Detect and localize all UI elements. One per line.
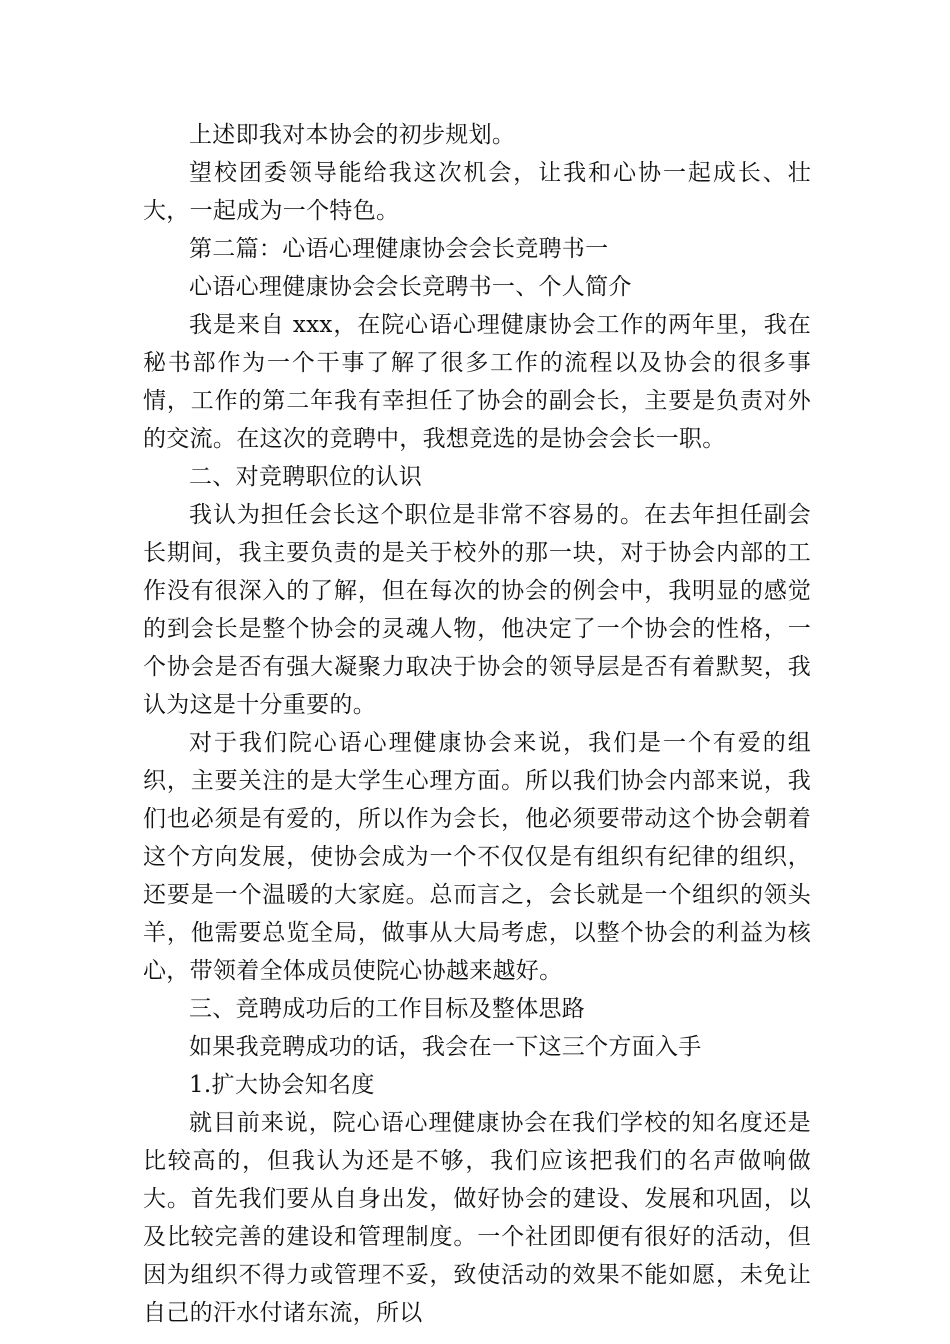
document-body [143,116,811,1332]
paragraph-personal-intro: 我是来自 xxx，在院心语心理健康协会工作的两年里，我在秘书部作为一个干事了解了很多工作的流程以及协会的很多事情，工作的第二年我有幸担任了协会的副会长，主要是负责对外的交流。在这次的竞聘中，我想竞选的是协会会长一职。 [143,312,811,452]
paragraph-three-aspects: 如果我竞聘成功的话，我会在一下这三个方面入手 [189,1034,702,1060]
section-title-part-two: 第二篇：心语心理健康协会会长竞聘书一 [189,236,609,262]
section-heading-position-understanding: 二、对竞聘职位的认识 [189,464,422,490]
paragraph-expand-awareness: 就目前来说，院心语心理健康协会在我们学校的知名度还是比较高的，但我认为还是不够，我们应该把我们的名声做响做大。首先我们要从自身出发，做好协会的建设、发展和巩固，以及比较完善的建设和管理制度。一个社团即便有很好的活动，但因为组织不得力或管理不妥，致使活动的效果不能如愿，未免让自己的汗水付诸东流，所以 [143,1110,811,1326]
section-heading-personal-intro: 心语心理健康协会会长竞聘书一、个人简介 [189,274,632,300]
paragraph-position-understanding: 我认为担任会长这个职位是非常不容易的。在去年担任副会长期间，我主要负责的是关于校外的那一块，对于协会内部的工作没有很深入的了解，但在每次的协会的例会中，我明显的感觉的到会长是整个协会的灵魂人物，他决定了一个协会的性格，一个协会是否有强大凝聚力取决于协会的领导层是否有着默契，我认为这是十分重要的。 [143,502,811,718]
paragraph-request-opportunity: 望校团委领导能给我这次机会，让我和心协一起成长、壮大，一起成为一个特色。 [143,160,811,224]
subheading-expand-awareness: 1.扩大协会知名度 [189,1072,375,1098]
paragraph-association-values: 对于我们院心语心理健康协会来说，我们是一个有爱的组织，主要关注的是大学生心理方面。所以我们协会内部来说，我们也必须是有爱的，所以作为会长，他必须要带动这个协会朝着这个方向发展，使协会成为一个不仅仅是有组织有纪律的组织，还要是一个温暖的大家庭。总而言之，会长就是一个组织的领头羊，他需要总览全局，做事从大局考虑，以整个协会的利益为核心，带领着全体成员使院心协越来越好。 [143,730,811,984]
section-heading-work-goals: 三、竞聘成功后的工作目标及整体思路 [189,996,586,1022]
paragraph-plan-summary: 上述即我对本协会的初步规划。 [189,122,516,148]
